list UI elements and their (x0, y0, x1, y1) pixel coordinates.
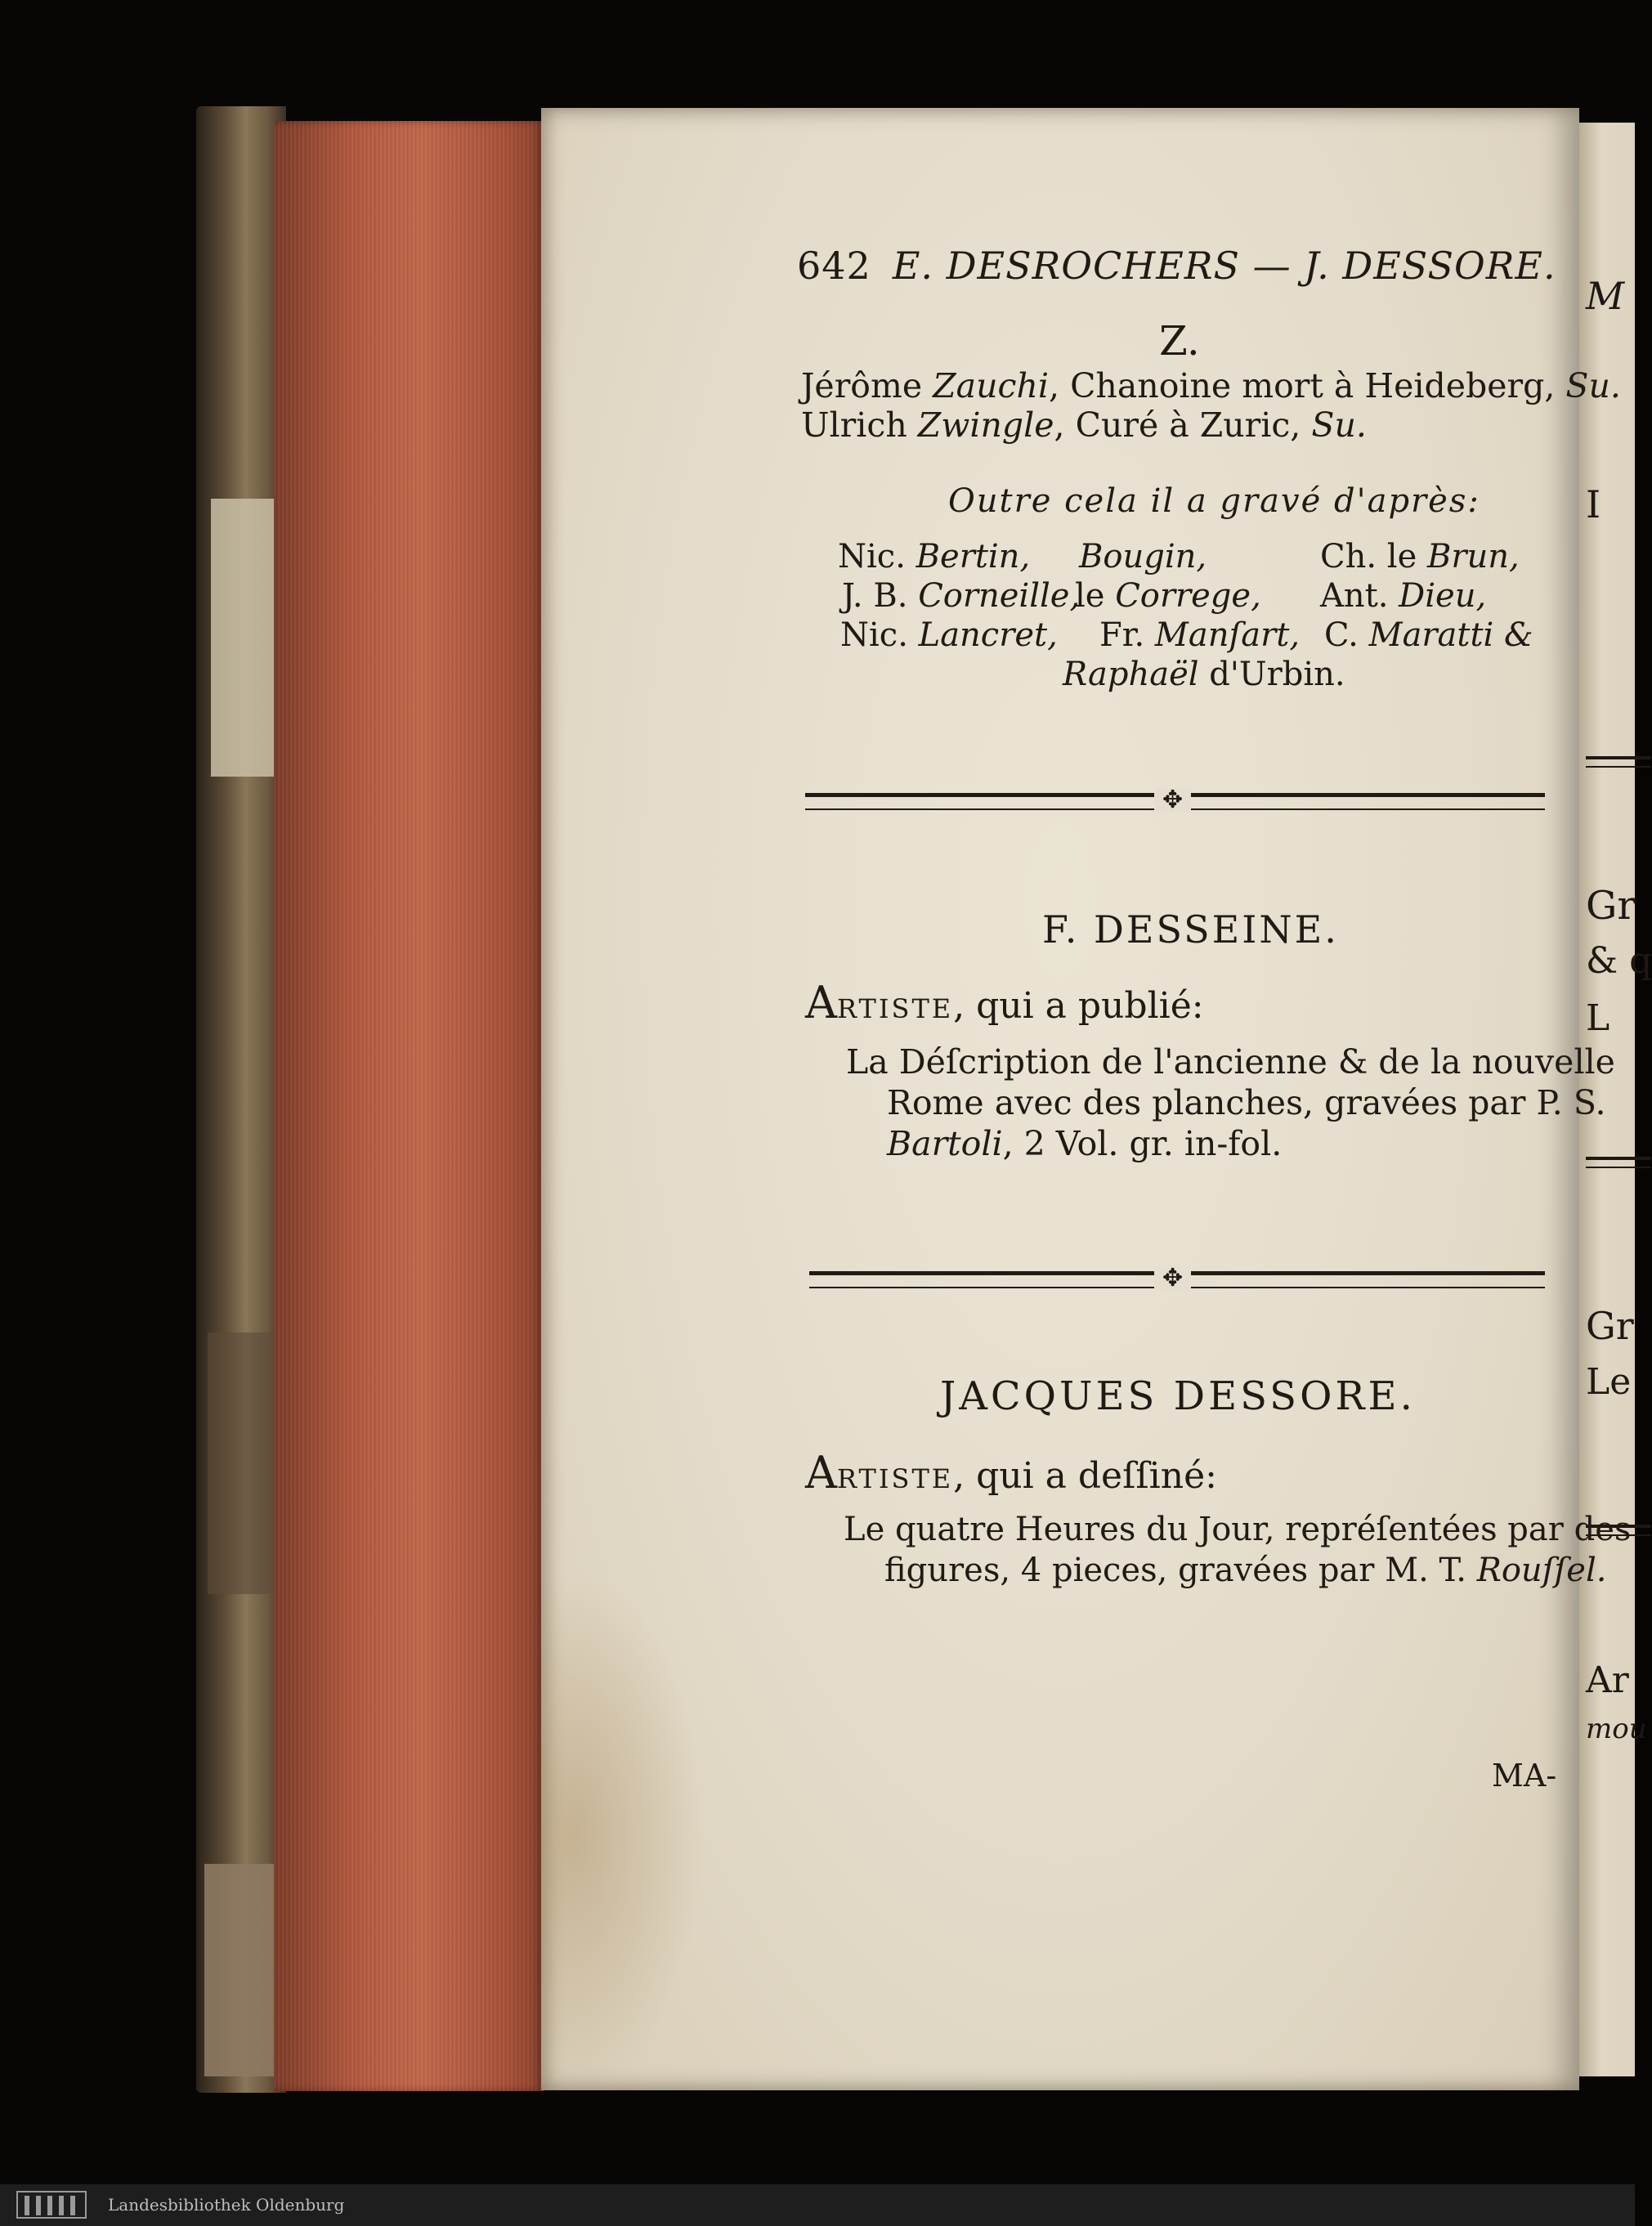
role-line (805, 977, 1204, 1028)
text-segment: d'Urbin. (1198, 656, 1345, 693)
binding-wear (208, 1332, 273, 1594)
text-segment: Raphaël (1063, 656, 1199, 693)
next-page-text: mou (1586, 1713, 1647, 1745)
text-segment: , qui a publié: (953, 985, 1204, 1027)
page-edges (274, 121, 544, 2091)
entry-heading: F. DESSEINE. (1042, 907, 1339, 952)
text-segment: RTISTE (837, 993, 954, 1024)
text-segment: Dieu, (1399, 577, 1487, 615)
role-line (805, 1447, 1217, 1498)
text-segment: Bertin, (916, 538, 1031, 576)
text-segment: Nic. (838, 538, 916, 576)
artist-name (1063, 656, 1345, 693)
text-segment: Nic. (840, 616, 919, 654)
entry-heading: JACQUES DESSORE. (940, 1373, 1416, 1419)
library-name: Landesbibliothek Oldenburg (108, 2195, 345, 2215)
text-segment: Ant. (1320, 577, 1399, 615)
text-segment: Jérôme (801, 366, 933, 405)
artist-name (1099, 616, 1300, 654)
rule-ornament: ✥ (1154, 1266, 1191, 1291)
section-letter: Z. (1159, 317, 1200, 365)
artist-name (1320, 538, 1520, 576)
person-name: Zauchi (933, 366, 1049, 405)
text-segment: Manſart, (1154, 616, 1301, 654)
text-segment: Lancret, (918, 616, 1058, 654)
format-mark: Su. (1565, 366, 1621, 405)
next-page-rule (1586, 1157, 1651, 1168)
library-logo-icon (16, 2191, 87, 2219)
catchword: MA- (1492, 1758, 1557, 1794)
text-segment: J. B. (842, 577, 919, 615)
entry-line (801, 366, 1621, 405)
next-page-text: L (1586, 997, 1610, 1039)
text-segment: le (1075, 577, 1116, 615)
page-number: 642 (797, 244, 871, 288)
running-head (797, 244, 1556, 288)
text-segment: , Chanoine mort à Heideberg, (1049, 366, 1566, 405)
next-page-text: Gr (1586, 1304, 1634, 1348)
text-segment: Corneille, (918, 577, 1081, 615)
next-page-rule (1586, 756, 1651, 768)
entry-line: La Déſcription de l'ancienne & de la nouvelle (846, 1042, 1615, 1082)
person-name: Zwingle (917, 405, 1054, 445)
rule-ornament: ✥ (1154, 788, 1191, 813)
artist-name (1079, 538, 1207, 576)
text-segment: A (805, 1447, 837, 1498)
entry-line (884, 1552, 1606, 1589)
artist-name (842, 577, 1080, 615)
binding-wear (211, 499, 276, 777)
intro-line: Outre cela il a gravé d'après: (948, 482, 1480, 520)
entry-line: Le quatre Heures du Jour, repréſentées par des (844, 1511, 1632, 1548)
next-page-text: M (1586, 274, 1625, 318)
text-segment: figures, 4 pieces, gravées par M. T. (884, 1552, 1477, 1589)
text-segment: Bartoli (887, 1124, 1003, 1163)
text-segment: , 2 Vol. gr. in-fol. (1002, 1124, 1283, 1163)
book-binding (196, 106, 286, 2093)
text-segment: Fr. (1099, 616, 1155, 654)
text-segment: Correge, (1115, 577, 1261, 615)
next-page-text: Le (1586, 1361, 1632, 1403)
footer-bar (0, 2184, 1635, 2226)
entry-line (801, 405, 1367, 445)
format-mark: Su. (1311, 405, 1367, 445)
next-page-text: & q (1586, 940, 1652, 982)
text-segment: Maratti & (1368, 616, 1533, 654)
artist-name (838, 538, 1030, 576)
entry-line: Rome avec des planches, gravées par P. S. (887, 1083, 1606, 1122)
text-segment: , qui a deſſiné: (953, 1455, 1217, 1497)
next-page-text: I (1586, 482, 1601, 526)
text-segment: C. (1324, 616, 1369, 654)
text-segment: Rouſſel. (1476, 1552, 1607, 1589)
artist-name (1075, 577, 1261, 615)
next-page-text: Ar (1586, 1659, 1629, 1701)
text-segment: RTISTE (837, 1463, 954, 1494)
artist-name (1324, 616, 1533, 654)
binding-wear (204, 1864, 278, 2076)
page-stain (541, 1571, 705, 2094)
text-segment: Brun, (1426, 538, 1520, 576)
running-head-title: E. DESROCHERS — J. DESSORE. (892, 244, 1556, 288)
artist-name (840, 616, 1058, 654)
text-segment: A (805, 977, 837, 1028)
text-segment: Ch. le (1320, 538, 1427, 576)
text-segment: Bougin, (1079, 538, 1207, 576)
text-segment: Ulrich (801, 405, 918, 445)
artist-name (1320, 577, 1486, 615)
text-segment: , Curé à Zuric, (1054, 405, 1312, 445)
next-page-text: Gr (1586, 883, 1636, 929)
entry-line (887, 1124, 1282, 1163)
